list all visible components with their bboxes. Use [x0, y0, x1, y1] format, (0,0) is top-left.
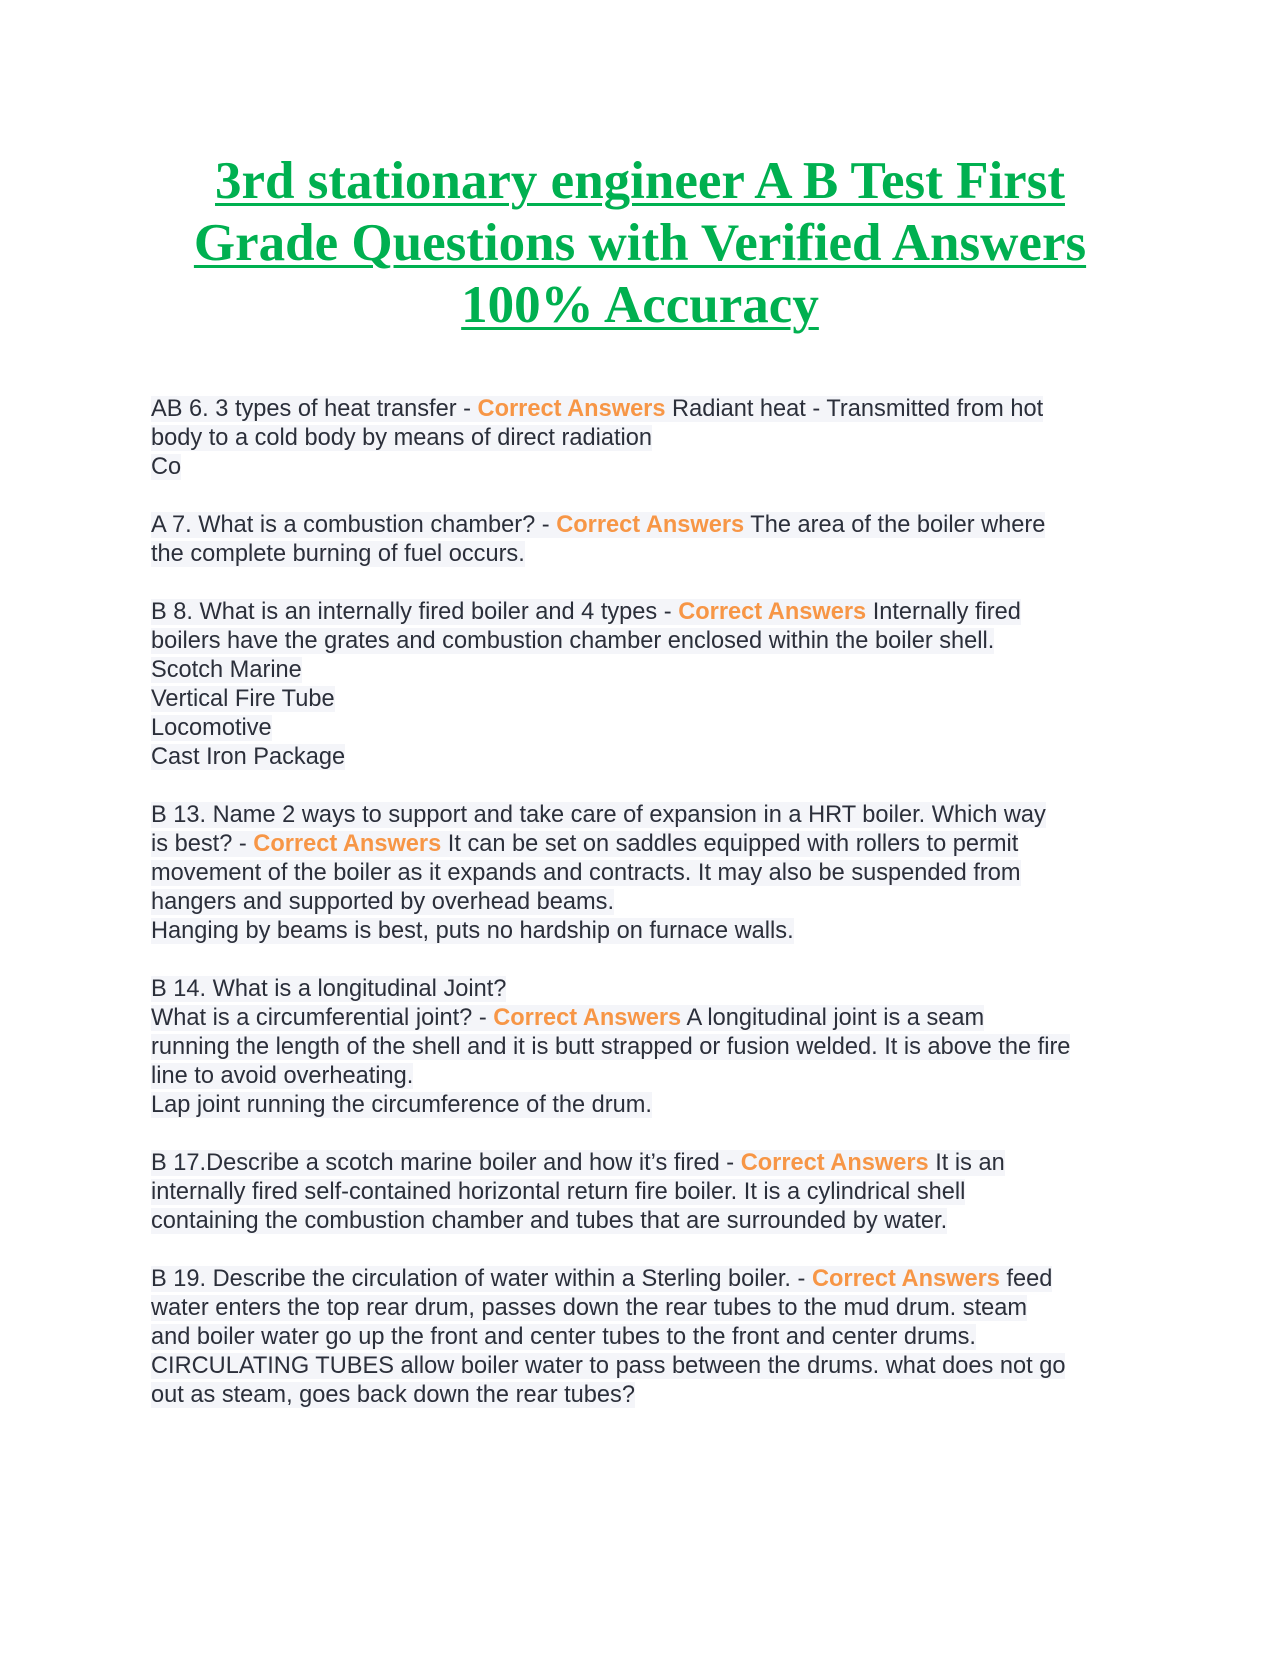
highlighted-text: B 14. What is a longitudinal Joint?: [151, 976, 507, 1002]
text-line: [151, 1381, 1136, 1410]
answer-text: It is an: [928, 1150, 1005, 1176]
highlighted-text: internally fired self-contained horizontal return fire boiler. It is a cylindrical shell: [151, 1179, 966, 1205]
question-text: What is a circumferential joint? -: [151, 1005, 494, 1031]
text-line: [151, 598, 1136, 627]
question-text: B 19. Describe the circulation of water within a Sterling boiler. -: [151, 1266, 812, 1292]
text-line: [151, 511, 1136, 540]
text-line: [151, 1091, 1136, 1120]
correct-answers-marker: Correct Answers: [811, 1266, 1000, 1292]
qa-block: [151, 801, 1136, 946]
title-line: Grade Questions with Verified Answers: [193, 214, 1087, 272]
text-line: [151, 540, 1136, 569]
highlighted-text: boilers have the grates and combustion chamber enclosed within the boiler shell.: [151, 628, 995, 654]
text-line: [151, 1033, 1136, 1062]
highlighted-text: Locomotive: [151, 715, 272, 741]
text-line: [151, 627, 1136, 656]
highlighted-text: Co: [151, 454, 182, 480]
question-text: B 17.Describe a scotch marine boiler and how it’s fired -: [151, 1150, 741, 1176]
highlighted-text: movement of the boiler as it expands and contracts. It may also be suspended from: [151, 860, 1021, 886]
text-line: [151, 888, 1136, 917]
text-line: [151, 685, 1136, 714]
text-line: [151, 917, 1136, 946]
text-line: [151, 830, 1136, 859]
highlighted-text: B 13. Name 2 ways to support and take care of expansion in a HRT boiler. Which way: [151, 802, 1046, 828]
correct-answers-marker: Correct Answers: [678, 599, 867, 625]
highlighted-text: the complete burning of fuel occurs.: [151, 541, 525, 567]
answer-text: It can be set on saddles equipped with rollers to permit: [441, 831, 1019, 857]
qa-block: [151, 975, 1136, 1120]
question-text: B 8. What is an internally fired boiler and 4 types -: [151, 599, 679, 625]
highlighted-text: CIRCULATING TUBES allow boiler water to pass between the drums. what does not go: [151, 1353, 1066, 1379]
qa-block: [151, 1265, 1136, 1410]
highlighted-text: Vertical Fire Tube: [151, 686, 335, 712]
text-line: [151, 1265, 1136, 1294]
answer-text: A longitudinal joint is a seam: [681, 1005, 985, 1031]
text-line: [151, 1352, 1136, 1381]
highlighted-text: [151, 1150, 1005, 1176]
highlighted-text: Cast Iron Package: [151, 744, 346, 770]
question-text: AB 6. 3 types of heat transfer -: [151, 396, 478, 422]
highlighted-text: running the length of the shell and it is butt strapped or fusion welded. It is above the fire: [151, 1034, 1071, 1060]
question-text: is best? -: [151, 831, 254, 857]
qa-block: [151, 598, 1136, 772]
text-line: [151, 1178, 1136, 1207]
highlighted-text: [151, 831, 1018, 857]
highlighted-text: [151, 599, 1021, 625]
highlighted-text: [151, 1266, 1052, 1292]
correct-answers-marker: Correct Answers: [556, 512, 745, 538]
highlighted-text: containing the combustion chamber and tubes that are surrounded by water.: [151, 1208, 948, 1234]
text-line: [151, 801, 1136, 830]
text-line: [151, 656, 1136, 685]
correct-answers-marker: Correct Answers: [253, 831, 442, 857]
highlighted-text: water enters the top rear drum, passes down the rear tubes to the mud drum. steam: [151, 1295, 1028, 1321]
text-line: [151, 1323, 1136, 1352]
highlighted-text: line to avoid overheating.: [151, 1063, 414, 1089]
text-line: [151, 1149, 1136, 1178]
title-line: 100% Accuracy: [461, 276, 819, 334]
answer-text: Internally fired: [866, 599, 1021, 625]
highlighted-text: Scotch Marine: [151, 657, 302, 683]
question-answer-list: [151, 395, 1136, 1439]
question-text: A 7. What is a combustion chamber? -: [151, 512, 557, 538]
text-line: [151, 395, 1136, 424]
title-line: 3rd stationary engineer A B Test First: [215, 152, 1065, 210]
text-line: [151, 424, 1136, 453]
qa-block: [151, 395, 1136, 482]
highlighted-text: Hanging by beams is best, puts no hardship on furnace walls.: [151, 918, 794, 944]
answer-text: feed: [999, 1266, 1053, 1292]
qa-block: [151, 511, 1136, 569]
text-line: [151, 1004, 1136, 1033]
text-line: [151, 1207, 1136, 1236]
text-line: [151, 743, 1136, 772]
document-title: [150, 150, 1130, 336]
highlighted-text: out as steam, goes back down the rear tubes?: [151, 1382, 635, 1408]
highlighted-text: Lap joint running the circumference of the drum.: [151, 1092, 652, 1118]
answer-text: The area of the boiler where: [744, 512, 1046, 538]
text-line: [151, 453, 1136, 482]
text-line: [151, 859, 1136, 888]
text-line: [151, 1062, 1136, 1091]
text-line: [151, 714, 1136, 743]
highlighted-text: body to a cold body by means of direct radiation: [151, 425, 653, 451]
highlighted-text: hangers and supported by overhead beams.: [151, 889, 615, 915]
highlighted-text: [151, 512, 1045, 538]
correct-answers-marker: Correct Answers: [740, 1150, 929, 1176]
text-line: [151, 975, 1136, 1004]
highlighted-text: [151, 396, 1043, 422]
qa-block: [151, 1149, 1136, 1236]
highlighted-text: [151, 1005, 984, 1031]
answer-text: Radiant heat - Transmitted from hot: [665, 396, 1044, 422]
highlighted-text: and boiler water go up the front and center tubes to the front and center drums.: [151, 1324, 976, 1350]
correct-answers-marker: Correct Answers: [493, 1005, 682, 1031]
correct-answers-marker: Correct Answers: [477, 396, 666, 422]
text-line: [151, 1294, 1136, 1323]
